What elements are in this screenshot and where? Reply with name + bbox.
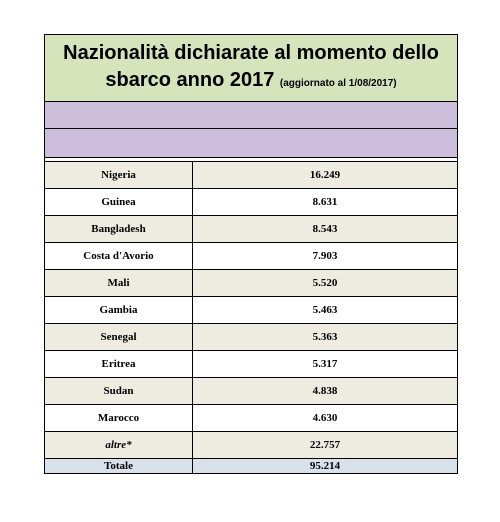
table-row bbox=[45, 243, 458, 270]
country-cell: Mali bbox=[45, 270, 193, 297]
table-row bbox=[45, 351, 458, 378]
value-cell: 5.520 bbox=[193, 270, 458, 297]
table-row bbox=[45, 216, 458, 243]
country-cell: Marocco bbox=[45, 405, 193, 432]
value-cell: 8.631 bbox=[193, 189, 458, 216]
table-title bbox=[44, 34, 458, 102]
value-cell: 5.363 bbox=[193, 324, 458, 351]
header-band-1 bbox=[44, 102, 458, 129]
table-row bbox=[45, 297, 458, 324]
title-main: sbarco anno 2017 bbox=[105, 68, 275, 91]
title-line-2 bbox=[105, 67, 396, 97]
value-cell: 7.903 bbox=[193, 243, 458, 270]
country-cell: Senegal bbox=[45, 324, 193, 351]
value-cell: 4.630 bbox=[193, 405, 458, 432]
nationality-table bbox=[44, 161, 458, 474]
country-cell: Eritrea bbox=[45, 351, 193, 378]
country-cell: Bangladesh bbox=[45, 216, 193, 243]
country-cell: Sudan bbox=[45, 378, 193, 405]
title-update-note: (aggiornato al 1/08/2017) bbox=[279, 77, 397, 89]
header-band-2 bbox=[44, 129, 458, 158]
table-row bbox=[45, 189, 458, 216]
country-cell: Gambia bbox=[45, 297, 193, 324]
title-line-1: Nazionalità dichiarate al momento dello bbox=[63, 41, 439, 64]
total-row bbox=[45, 459, 458, 474]
table-row bbox=[45, 270, 458, 297]
total-value: 95.214 bbox=[193, 459, 458, 474]
value-cell: 4.838 bbox=[193, 378, 458, 405]
value-cell: 22.757 bbox=[193, 432, 458, 459]
country-cell: altre* bbox=[45, 432, 193, 459]
table-row bbox=[45, 324, 458, 351]
total-label: Totale bbox=[45, 459, 193, 474]
table-row bbox=[45, 405, 458, 432]
value-cell: 8.543 bbox=[193, 216, 458, 243]
table-row bbox=[45, 378, 458, 405]
value-cell: 16.249 bbox=[193, 162, 458, 189]
country-cell: Guinea bbox=[45, 189, 193, 216]
table-row bbox=[45, 162, 458, 189]
country-cell: Costa d'Avorio bbox=[45, 243, 193, 270]
nationality-table-container bbox=[44, 34, 458, 474]
country-cell: Nigeria bbox=[45, 162, 193, 189]
value-cell: 5.463 bbox=[193, 297, 458, 324]
table-row bbox=[45, 432, 458, 459]
value-cell: 5.317 bbox=[193, 351, 458, 378]
